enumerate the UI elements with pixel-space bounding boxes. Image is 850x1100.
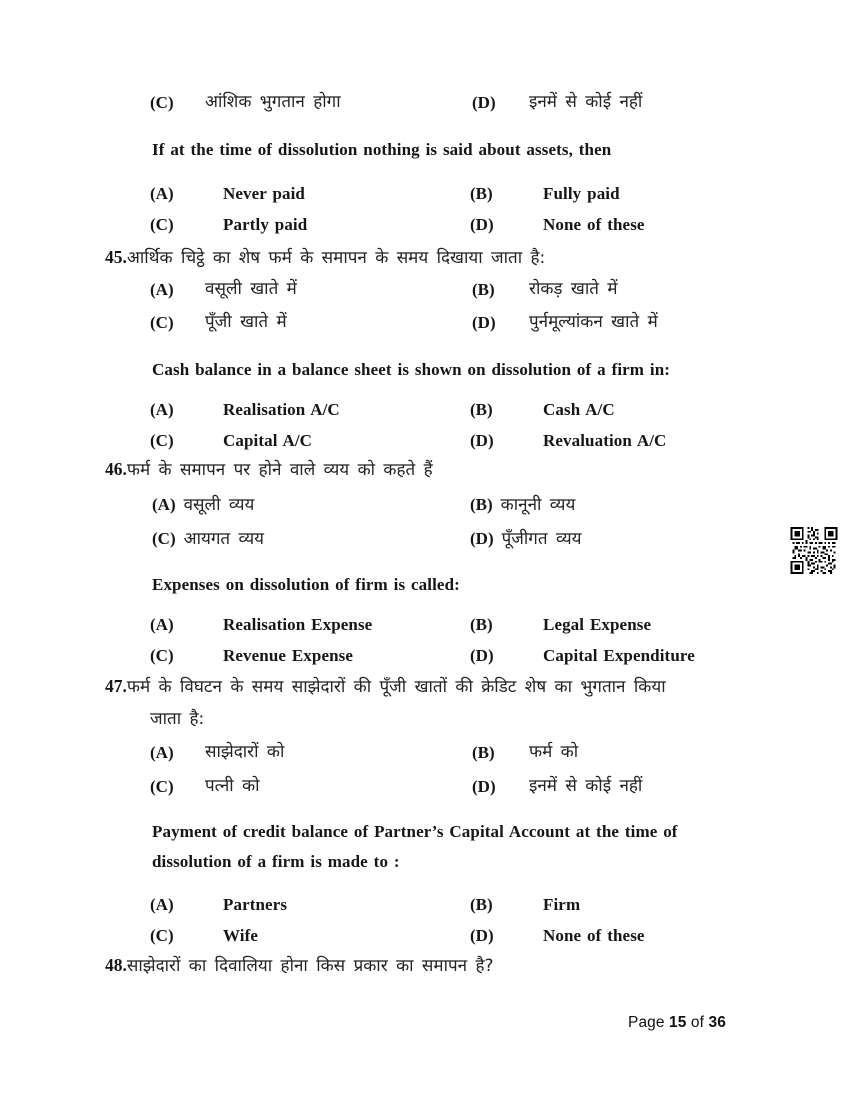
page-total: 36	[708, 1014, 726, 1031]
option-letter-d: (D)	[472, 777, 496, 796]
option-letter-d: (D)	[470, 646, 494, 665]
of-word: of	[690, 1014, 705, 1031]
option-text: Capital A/C	[223, 431, 313, 450]
option-letter-b: (B)	[470, 895, 493, 914]
option-letter-c: (C)	[150, 93, 174, 112]
option-letter-b: (B)	[472, 743, 495, 762]
option-letter-a: (A)	[150, 615, 174, 634]
option-text: रोकड़ खाते में	[529, 279, 618, 299]
option-text: Cash A/C	[543, 400, 615, 419]
q45-eng-options-row-ab	[0, 399, 850, 420]
option-text: साझेदारों को	[205, 742, 285, 762]
q47-english-line1	[0, 821, 850, 843]
option-letter-c: (C)	[150, 431, 174, 450]
option-text: फर्म को	[529, 742, 579, 762]
q46-hindi-options-row-ab	[0, 494, 850, 516]
option-letter-b: (B)	[470, 184, 493, 203]
option-a	[152, 494, 470, 516]
question-text: साझेदारों का दिवालिया होना किस प्रकार का समापन है?	[126, 956, 494, 976]
option-letter-a: (A)	[152, 495, 176, 514]
question-47-hindi-line1	[0, 676, 850, 698]
option-letter-c: (C)	[150, 646, 174, 665]
option-text: Partners	[223, 895, 288, 914]
page-word: Page	[628, 1014, 665, 1031]
question-46-hindi	[0, 459, 850, 481]
question-number: 45.	[105, 247, 127, 267]
question-47-hindi-line2	[0, 709, 850, 730]
question-text: जाता है:	[150, 709, 205, 729]
option-text: वसूली व्यय	[183, 495, 255, 515]
option-letter-c: (C)	[150, 313, 174, 332]
q44-eng-options-row-cd	[0, 214, 850, 235]
question-text: फर्म के विघटन के समय साझेदारों की पूँजी खातों की क्रेडिट शेष का भुगतान किया	[126, 677, 666, 697]
option-letter-d: (D)	[472, 313, 496, 332]
option-text: इनमें से कोई नहीं	[529, 776, 643, 796]
option-letter-b: (B)	[470, 615, 493, 634]
q44-hindi-options-row-cd	[0, 92, 850, 113]
option-letter-d: (D)	[472, 93, 496, 112]
question-text: If at the time of dissolution nothing is said about assets, then	[152, 140, 612, 159]
option-letter-d: (D)	[470, 215, 494, 234]
question-text: dissolution of a firm is made to :	[152, 852, 400, 871]
q45-english-question	[0, 359, 850, 381]
q47-eng-options-row-ab	[0, 894, 850, 915]
option-letter-c: (C)	[150, 777, 174, 796]
option-letter-d: (D)	[470, 926, 494, 945]
q46-english-question	[0, 574, 850, 596]
option-b	[470, 494, 850, 516]
q45-eng-options-row-cd	[0, 430, 850, 451]
option-letter-a: (A)	[150, 184, 174, 203]
option-text: आंशिक भुगतान होगा	[205, 92, 341, 112]
option-text: वसूली खाते में	[205, 279, 297, 299]
question-text: Payment of credit balance of Partner’s Capital Account at the time of	[152, 822, 678, 841]
question-number: 48.	[105, 955, 127, 975]
option-letter-a: (A)	[150, 895, 174, 914]
option-text: Fully paid	[543, 184, 620, 203]
option-text: Legal Expense	[543, 615, 652, 634]
q45-hindi-options-row-cd	[0, 312, 850, 333]
option-text: Firm	[543, 895, 581, 914]
option-text: पत्नी को	[205, 776, 260, 796]
question-number: 46.	[105, 459, 127, 479]
q44-eng-options-row-ab	[0, 183, 850, 204]
qr-code	[790, 527, 838, 574]
option-text: None of these	[543, 926, 645, 945]
option-letter-b: (B)	[470, 400, 493, 419]
q45-hindi-options-row-ab	[0, 279, 850, 300]
option-text: इनमें से कोई नहीं	[529, 92, 643, 112]
q46-eng-options-row-cd	[0, 645, 850, 666]
option-text: Revaluation A/C	[543, 431, 667, 450]
option-text: आयगत व्यय	[183, 529, 265, 549]
option-letter-b: (B)	[470, 495, 493, 514]
option-c	[152, 528, 470, 550]
q46-hindi-options-row-cd	[0, 528, 850, 550]
option-text: कानूनी व्यय	[500, 495, 576, 515]
q44-english-question	[0, 139, 850, 161]
option-text: Capital Expenditure	[543, 646, 695, 665]
q47-hindi-options-row-ab	[0, 742, 850, 763]
q46-eng-options-row-ab	[0, 614, 850, 635]
option-text: Wife	[223, 926, 259, 945]
option-letter-a: (A)	[150, 400, 174, 419]
option-letter-b: (B)	[472, 280, 495, 299]
option-text: पुर्नमूल्यांकन खाते में	[529, 312, 658, 332]
option-text: Realisation Expense	[223, 615, 373, 634]
option-letter-c: (C)	[152, 529, 176, 548]
question-number: 47.	[105, 676, 127, 696]
option-letter-d: (D)	[470, 529, 494, 548]
question-text: फर्म के समापन पर होने वाले व्यय को कहते हैं	[126, 460, 433, 480]
option-text: पूँजीगत व्यय	[501, 529, 582, 549]
q47-hindi-options-row-cd	[0, 776, 850, 797]
q47-english-line2	[0, 851, 850, 873]
page-footer	[628, 1014, 726, 1032]
option-letter-c: (C)	[150, 215, 174, 234]
question-text: Expenses on dissolution of firm is called:	[152, 575, 460, 594]
option-text: Partly paid	[223, 215, 308, 234]
question-text: Cash balance in a balance sheet is shown on dissolution of a firm in:	[152, 360, 671, 379]
question-45-hindi	[0, 247, 850, 269]
option-text: Never paid	[223, 184, 305, 203]
option-text: पूँजी खाते में	[205, 312, 287, 332]
option-text: Revenue Expense	[223, 646, 354, 665]
q47-eng-options-row-cd	[0, 925, 850, 946]
option-text: None of these	[543, 215, 645, 234]
page-number: 15	[669, 1014, 687, 1031]
question-48-hindi	[0, 955, 850, 977]
option-letter-a: (A)	[150, 743, 174, 762]
question-text: आर्थिक चिट्ठे का शेष फर्म के समापन के समय दिखाया जाता है:	[126, 248, 546, 268]
option-letter-c: (C)	[150, 926, 174, 945]
option-text: Realisation A/C	[223, 400, 340, 419]
option-letter-d: (D)	[470, 431, 494, 450]
option-letter-a: (A)	[150, 280, 174, 299]
